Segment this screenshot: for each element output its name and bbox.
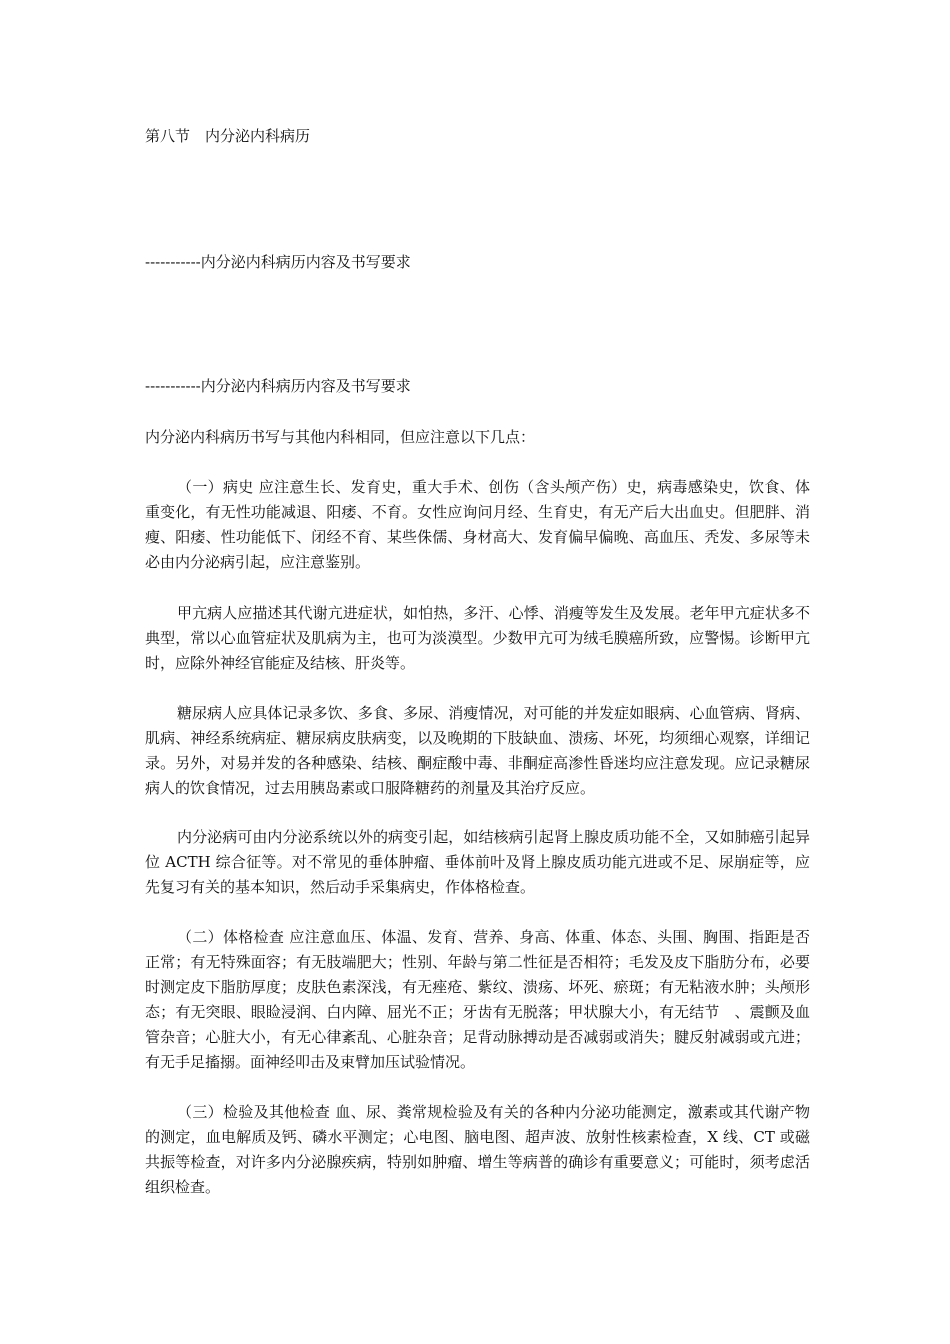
intro-paragraph: 内分泌内科病历书写与其他内科相同，但应注意以下几点： xyxy=(145,428,536,446)
paragraph-history: （一）病史 应注意生长、发育史，重大手术、创伤（含头颅产伤）史，病毒感染史，饮食、体重变化，有无性功能减退、阳痿、不育。女性应询问月经、生育史，有无产后大出血史。但肥胖、消瘦、阳痿、性功能低下、闭经不育、某些侏儒、身材高大、发育偏早偏晚、高血压、秃发、多尿等未必由内分泌病引起，应注意鉴别。 xyxy=(145,478,810,571)
section-title: 第八节 内分泌内科病历 xyxy=(145,127,311,145)
subheading-2: -----------内分泌内科病历内容及书写要求 xyxy=(145,377,411,395)
paragraph-tests: （三）检验及其他检查 血、尿、粪常规检验及有关的各种内分泌功能测定，激素或其代谢产物的测定，血电解质及钙、磷水平测定；心电图、脑电图、超声波、放射性核素检查，X 线、CT 或磁共振等检查，对许多内分泌腺疾病，特别如肿瘤、增生等病普的确诊有重要意义；可能时，须考虑活组织检查。 xyxy=(145,1103,810,1196)
paragraph-secondary-causes: 内分泌病可由内分泌系统以外的病变引起，如结核病引起肾上腺皮质功能不全，又如肺癌引起异位 ACTH 综合征等。对不常见的垂体肿瘤、垂体前叶及肾上腺皮质功能亢进或不足、尿崩症等，应先复习有关的基本知识，然后动手采集病史，作体格检查。 xyxy=(145,828,810,896)
paragraph-hyperthyroidism: 甲亢病人应描述其代谢亢进症状，如怕热，多汗、心悸、消瘦等发生及发展。老年甲亢症状多不典型，常以心血管症状及肌病为主，也可为淡漠型。少数甲亢可为绒毛膜癌所致，应警惕。诊断甲亢时，应除外神经官能症及结核、肝炎等。 xyxy=(145,604,810,672)
paragraph-diabetes: 糖尿病人应具体记录多饮、多食、多尿、消瘦情况，对可能的并发症如眼病、心血管病、肾病、肌病、神经系统病症、糖尿病皮肤病变，以及晚期的下肢缺血、溃疡、坏死，均须细心观察，详细记录。另外，对易并发的各种感染、结核、酮症酸中毒、非酮症高渗性昏迷均应注意发现。应记录糖尿病人的饮食情况，过去用胰岛素或口服降糖药的剂量及其治疗反应。 xyxy=(145,704,810,797)
subheading-1: -----------内分泌内科病历内容及书写要求 xyxy=(145,253,411,271)
paragraph-physical-exam: （二）体格检查 应注意血压、体温、发育、营养、身高、体重、体态、头围、胸围、指距是否正常；有无特殊面容；有无肢端肥大；性别、年龄与第二性征是否相符；毛发及皮下脂肪分布，必要时测定皮下脂肪厚度；皮肤色素深浅，有无痤疮、紫纹、溃疡、坏死、瘀斑；有无粘液水肿；头颅形态；有无突眼、眼睑浸润、白内障、屈光不正；牙齿有无脱落；甲状腺大小，有无结节 、震颤及血管杂音；心脏大小，有无心律紊乱、心脏杂音；足背动脉搏动是否减弱或消失；腱反射减弱或亢进；有无手足搐搦。面神经叩击及束臂加压试验情况。 xyxy=(145,928,810,1071)
